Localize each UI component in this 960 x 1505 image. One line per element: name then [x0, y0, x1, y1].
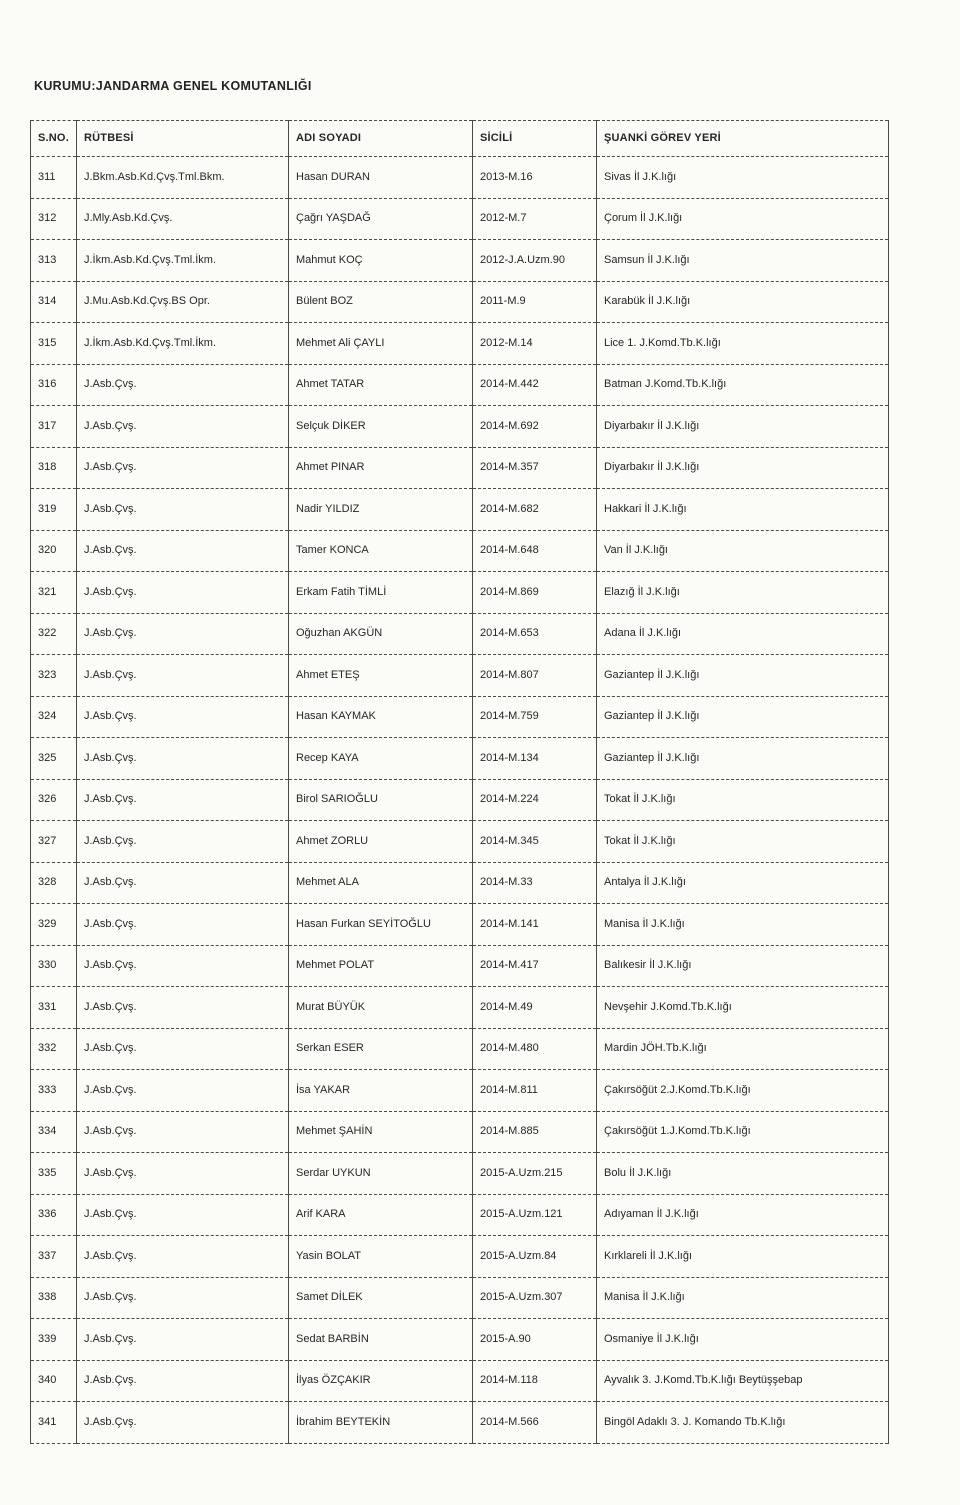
cell-sno: 333: [31, 1070, 77, 1112]
cell-sicil: 2014-M.224: [473, 779, 597, 821]
cell-duty: Çorum İl J.K.lığı: [597, 198, 889, 240]
cell-name: Sedat BARBİN: [289, 1319, 473, 1361]
table-row: [31, 406, 889, 448]
cell-sno: 311: [31, 157, 77, 199]
cell-name: Arif KARA: [289, 1194, 473, 1236]
cell-sicil: 2015-A.90: [473, 1319, 597, 1361]
cell-sicil: 2015-A.Uzm.84: [473, 1236, 597, 1278]
cell-rank: J.Asb.Çvş.: [77, 862, 289, 904]
cell-duty: Samsun İl J.K.lığı: [597, 240, 889, 282]
cell-name: İbrahim BEYTEKİN: [289, 1402, 473, 1444]
cell-rank: J.Asb.Çvş.: [77, 1277, 289, 1319]
cell-sicil: 2014-M.653: [473, 613, 597, 655]
cell-rank: J.Asb.Çvş.: [77, 655, 289, 697]
cell-name: Hasan KAYMAK: [289, 696, 473, 738]
cell-rank: J.Asb.Çvş.: [77, 364, 289, 406]
cell-name: Mehmet ŞAHİN: [289, 1111, 473, 1153]
cell-rank: J.Asb.Çvş.: [77, 1360, 289, 1402]
cell-rank: J.Asb.Çvş.: [77, 1319, 289, 1361]
cell-sicil: 2014-M.648: [473, 530, 597, 572]
cell-sicil: 2014-M.480: [473, 1028, 597, 1070]
header-rank: RÜTBESİ: [77, 121, 289, 157]
cell-sno: 328: [31, 862, 77, 904]
cell-duty: Antalya İl J.K.lığı: [597, 862, 889, 904]
cell-name: Ahmet PINAR: [289, 447, 473, 489]
table-row: [31, 1277, 889, 1319]
cell-sicil: 2014-M.118: [473, 1360, 597, 1402]
cell-duty: Mardin JÖH.Tb.K.lığı: [597, 1028, 889, 1070]
cell-duty: Çakırsöğüt 1.J.Komd.Tb.K.lığı: [597, 1111, 889, 1153]
cell-name: Hasan Furkan SEYİTOĞLU: [289, 904, 473, 946]
cell-sicil: 2014-M.811: [473, 1070, 597, 1112]
cell-rank: J.Asb.Çvş.: [77, 613, 289, 655]
cell-sicil: 2014-M.49: [473, 987, 597, 1029]
cell-sicil: 2014-M.357: [473, 447, 597, 489]
cell-sno: 337: [31, 1236, 77, 1278]
table-row: [31, 572, 889, 614]
cell-sicil: 2013-M.16: [473, 157, 597, 199]
table-row: [31, 364, 889, 406]
cell-rank: J.Asb.Çvş.: [77, 1111, 289, 1153]
cell-sno: 338: [31, 1277, 77, 1319]
table-row: [31, 157, 889, 199]
cell-duty: Osmaniye İl J.K.lığı: [597, 1319, 889, 1361]
table-row: [31, 198, 889, 240]
cell-name: Çağrı YAŞDAĞ: [289, 198, 473, 240]
table-row: [31, 1319, 889, 1361]
cell-sno: 327: [31, 821, 77, 863]
cell-sno: 339: [31, 1319, 77, 1361]
cell-sno: 317: [31, 406, 77, 448]
cell-name: Selçuk DİKER: [289, 406, 473, 448]
table-row: [31, 904, 889, 946]
table-row: [31, 1111, 889, 1153]
table-row: [31, 655, 889, 697]
cell-sno: 318: [31, 447, 77, 489]
cell-duty: Lice 1. J.Komd.Tb.K.lığı: [597, 323, 889, 365]
cell-rank: J.Asb.Çvş.: [77, 904, 289, 946]
cell-rank: J.Bkm.Asb.Kd.Çvş.Tml.Bkm.: [77, 157, 289, 199]
cell-sicil: 2014-M.442: [473, 364, 597, 406]
cell-sicil: 2012-M.7: [473, 198, 597, 240]
cell-name: Yasin BOLAT: [289, 1236, 473, 1278]
cell-sicil: 2012-J.A.Uzm.90: [473, 240, 597, 282]
cell-duty: Karabük İl J.K.lığı: [597, 281, 889, 323]
cell-duty: Manisa İl J.K.lığı: [597, 904, 889, 946]
cell-name: Mehmet Ali ÇAYLI: [289, 323, 473, 365]
cell-sno: 332: [31, 1028, 77, 1070]
cell-rank: J.İkm.Asb.Kd.Çvş.Tml.İkm.: [77, 323, 289, 365]
table-row: [31, 1236, 889, 1278]
cell-rank: J.Asb.Çvş.: [77, 987, 289, 1029]
cell-duty: Çakırsöğüt 2.J.Komd.Tb.K.lığı: [597, 1070, 889, 1112]
cell-rank: J.Asb.Çvş.: [77, 1153, 289, 1195]
table-row: [31, 1402, 889, 1444]
cell-sno: 322: [31, 613, 77, 655]
cell-rank: J.Asb.Çvş.: [77, 406, 289, 448]
table-header: [31, 121, 889, 157]
table-row: [31, 696, 889, 738]
personnel-table: [30, 120, 889, 1444]
cell-name: Ahmet TATAR: [289, 364, 473, 406]
cell-duty: Balıkesir İl J.K.lığı: [597, 945, 889, 987]
table-body: [31, 157, 889, 1444]
cell-duty: Hakkari İl J.K.lığı: [597, 489, 889, 531]
cell-name: Mehmet POLAT: [289, 945, 473, 987]
cell-name: Serdar UYKUN: [289, 1153, 473, 1195]
table-row: [31, 240, 889, 282]
cell-sicil: 2014-M.869: [473, 572, 597, 614]
cell-sno: 326: [31, 779, 77, 821]
cell-name: Recep KAYA: [289, 738, 473, 780]
cell-rank: J.Asb.Çvş.: [77, 1028, 289, 1070]
cell-duty: Gaziantep İl J.K.lığı: [597, 655, 889, 697]
cell-name: Erkam Fatih TİMLİ: [289, 572, 473, 614]
cell-name: Oğuzhan AKGÜN: [289, 613, 473, 655]
table-row: [31, 1028, 889, 1070]
cell-sno: 325: [31, 738, 77, 780]
cell-rank: J.Asb.Çvş.: [77, 696, 289, 738]
cell-name: Hasan DURAN: [289, 157, 473, 199]
cell-name: İlyas ÖZÇAKIR: [289, 1360, 473, 1402]
table-row: [31, 779, 889, 821]
cell-rank: J.Asb.Çvş.: [77, 1402, 289, 1444]
cell-duty: Van İl J.K.lığı: [597, 530, 889, 572]
table-row: [31, 987, 889, 1029]
cell-name: Ahmet ETEŞ: [289, 655, 473, 697]
table-header-row: [31, 121, 889, 157]
cell-sicil: 2015-A.Uzm.307: [473, 1277, 597, 1319]
cell-rank: J.Asb.Çvş.: [77, 489, 289, 531]
cell-sno: 335: [31, 1153, 77, 1195]
cell-duty: Bingöl Adaklı 3. J. Komando Tb.K.lığı: [597, 1402, 889, 1444]
cell-rank: J.Asb.Çvş.: [77, 738, 289, 780]
cell-duty: Gaziantep İl J.K.lığı: [597, 738, 889, 780]
cell-sicil: 2014-M.141: [473, 904, 597, 946]
cell-duty: Adana İl J.K.lığı: [597, 613, 889, 655]
table-row: [31, 1360, 889, 1402]
cell-name: Mehmet ALA: [289, 862, 473, 904]
cell-sicil: 2014-M.566: [473, 1402, 597, 1444]
cell-sicil: 2014-M.345: [473, 821, 597, 863]
cell-sicil: 2014-M.692: [473, 406, 597, 448]
cell-rank: J.Asb.Çvş.: [77, 447, 289, 489]
cell-sno: 334: [31, 1111, 77, 1153]
document-title: KURUMU:JANDARMA GENEL KOMUTANLIĞI: [34, 79, 312, 93]
header-sno: S.NO.: [31, 121, 77, 157]
cell-sicil: 2015-A.Uzm.215: [473, 1153, 597, 1195]
cell-sno: 315: [31, 323, 77, 365]
header-duty: ŞUANKİ GÖREV YERİ: [597, 121, 889, 157]
cell-rank: J.Asb.Çvş.: [77, 1194, 289, 1236]
cell-duty: Tokat İl J.K.lığı: [597, 821, 889, 863]
cell-name: Birol SARIOĞLU: [289, 779, 473, 821]
cell-rank: J.İkm.Asb.Kd.Çvş.Tml.İkm.: [77, 240, 289, 282]
cell-sicil: 2012-M.14: [473, 323, 597, 365]
cell-sno: 319: [31, 489, 77, 531]
cell-duty: Diyarbakır İl J.K.lığı: [597, 447, 889, 489]
cell-name: Bülent BOZ: [289, 281, 473, 323]
table-row: [31, 281, 889, 323]
cell-duty: Manisa İl J.K.lığı: [597, 1277, 889, 1319]
table-row: [31, 821, 889, 863]
cell-rank: J.Asb.Çvş.: [77, 779, 289, 821]
cell-sno: 316: [31, 364, 77, 406]
cell-sicil: 2014-M.807: [473, 655, 597, 697]
cell-name: Samet DİLEK: [289, 1277, 473, 1319]
cell-rank: J.Asb.Çvş.: [77, 530, 289, 572]
table-row: [31, 1070, 889, 1112]
cell-sno: 312: [31, 198, 77, 240]
cell-rank: J.Mu.Asb.Kd.Çvş.BS Opr.: [77, 281, 289, 323]
table-row: [31, 530, 889, 572]
cell-rank: J.Mly.Asb.Kd.Çvş.: [77, 198, 289, 240]
cell-sno: 313: [31, 240, 77, 282]
table-row: [31, 447, 889, 489]
cell-duty: Gaziantep İl J.K.lığı: [597, 696, 889, 738]
cell-name: Tamer KONCA: [289, 530, 473, 572]
table-row: [31, 738, 889, 780]
cell-duty: Adıyaman İl J.K.lığı: [597, 1194, 889, 1236]
cell-rank: J.Asb.Çvş.: [77, 821, 289, 863]
header-name: ADI SOYADI: [289, 121, 473, 157]
cell-duty: Nevşehir J.Komd.Tb.K.lığı: [597, 987, 889, 1029]
cell-sno: 321: [31, 572, 77, 614]
table-row: [31, 489, 889, 531]
cell-sno: 329: [31, 904, 77, 946]
cell-duty: Tokat İl J.K.lığı: [597, 779, 889, 821]
cell-rank: J.Asb.Çvş.: [77, 1236, 289, 1278]
header-sicil: SİCİLİ: [473, 121, 597, 157]
cell-duty: Bolu İl J.K.lığı: [597, 1153, 889, 1195]
cell-sicil: 2015-A.Uzm.121: [473, 1194, 597, 1236]
cell-sno: 323: [31, 655, 77, 697]
cell-name: Mahmut KOÇ: [289, 240, 473, 282]
cell-sicil: 2011-M.9: [473, 281, 597, 323]
cell-name: Ahmet ZORLU: [289, 821, 473, 863]
cell-duty: Elazığ İl J.K.lığı: [597, 572, 889, 614]
table-row: [31, 323, 889, 365]
cell-sno: 320: [31, 530, 77, 572]
cell-name: Nadir YILDIZ: [289, 489, 473, 531]
table-row: [31, 613, 889, 655]
table-row: [31, 945, 889, 987]
table-row: [31, 1153, 889, 1195]
cell-sicil: 2014-M.885: [473, 1111, 597, 1153]
cell-sno: 324: [31, 696, 77, 738]
cell-sicil: 2014-M.134: [473, 738, 597, 780]
cell-rank: J.Asb.Çvş.: [77, 945, 289, 987]
cell-sicil: 2014-M.33: [473, 862, 597, 904]
cell-name: Murat BÜYÜK: [289, 987, 473, 1029]
table-row: [31, 862, 889, 904]
cell-sno: 341: [31, 1402, 77, 1444]
cell-sicil: 2014-M.417: [473, 945, 597, 987]
cell-sno: 336: [31, 1194, 77, 1236]
cell-sicil: 2014-M.682: [473, 489, 597, 531]
cell-rank: J.Asb.Çvş.: [77, 1070, 289, 1112]
cell-duty: Ayvalık 3. J.Komd.Tb.K.lığı Beytüşşebap: [597, 1360, 889, 1402]
cell-duty: Diyarbakır İl J.K.lığı: [597, 406, 889, 448]
table-row: [31, 1194, 889, 1236]
cell-sno: 330: [31, 945, 77, 987]
cell-duty: Sivas İl J.K.lığı: [597, 157, 889, 199]
cell-name: Serkan ESER: [289, 1028, 473, 1070]
cell-name: İsa YAKAR: [289, 1070, 473, 1112]
cell-rank: J.Asb.Çvş.: [77, 572, 289, 614]
cell-sicil: 2014-M.759: [473, 696, 597, 738]
cell-duty: Kırklareli İl J.K.lığı: [597, 1236, 889, 1278]
cell-sno: 340: [31, 1360, 77, 1402]
cell-sno: 314: [31, 281, 77, 323]
cell-sno: 331: [31, 987, 77, 1029]
cell-duty: Batman J.Komd.Tb.K.lığı: [597, 364, 889, 406]
